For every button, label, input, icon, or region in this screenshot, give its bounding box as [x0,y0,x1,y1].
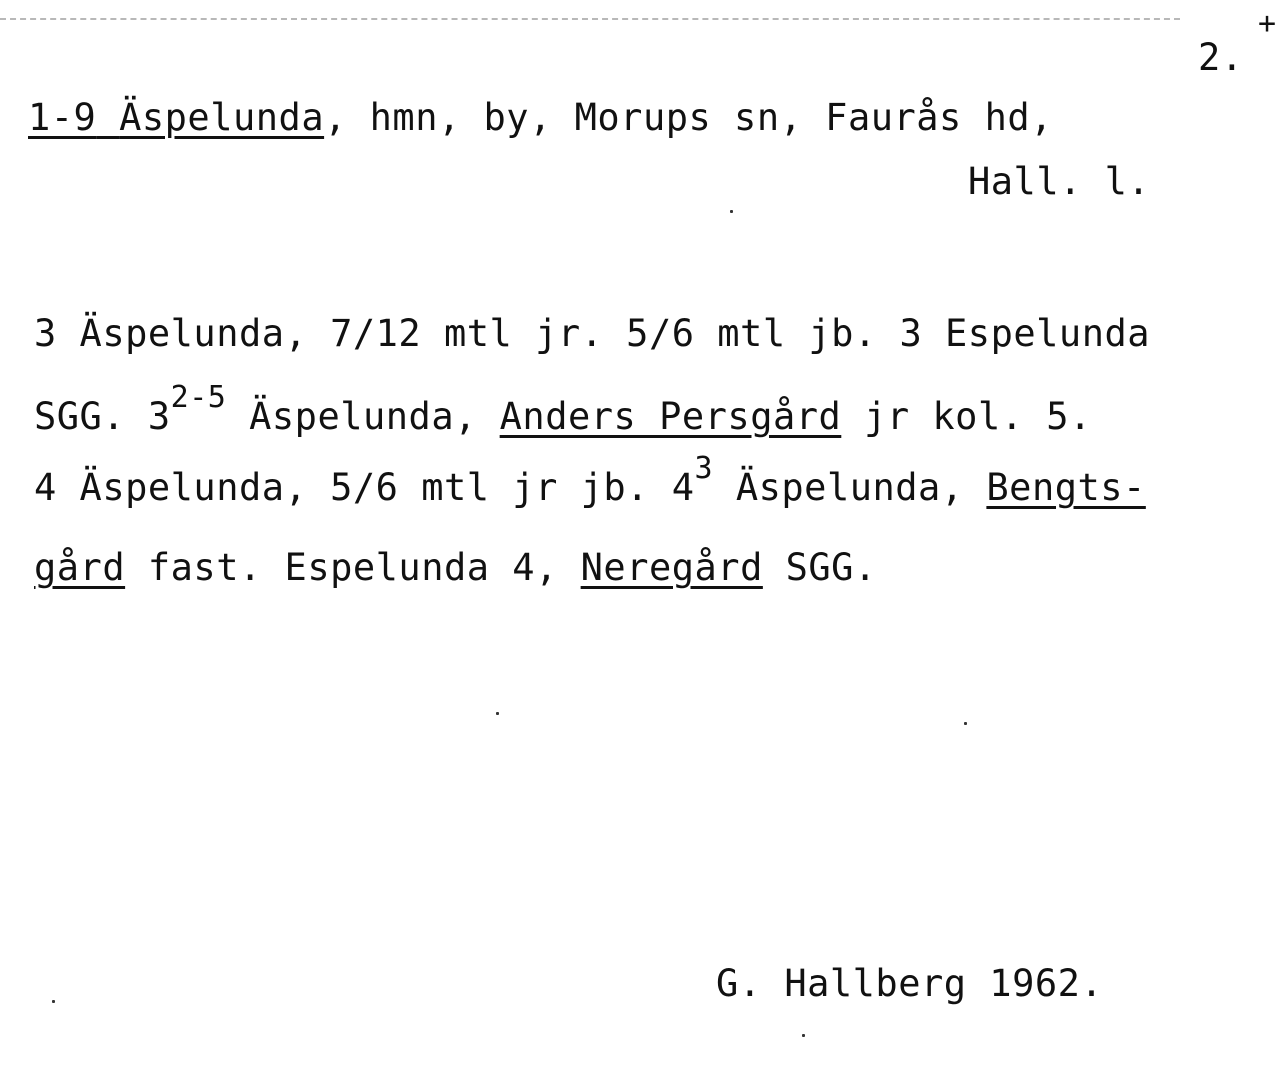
scan-speck [802,1034,805,1037]
entry-heading [28,96,1053,139]
body-line-2: SGG. 3$^{2-5}$ Äspelunda, Anders Persgård jr kol. 5. [34,380,1092,438]
heading-region: Hall. l. [968,160,1151,203]
scan-speck [730,210,733,213]
underlined-farm-name: Neregård [580,546,763,589]
page-number: 2. [1198,36,1244,79]
underlined-farm-name: gård [34,546,126,589]
body-line-4: gård fast. Espelunda 4, Neregård SGG. [34,546,877,589]
underlined-farm-name: Bengts- [986,466,1146,509]
superscript: 3 [694,451,714,486]
heading-rest: , hmn, by, Morups sn, Faurås hd, [324,96,1053,139]
underlined-farm-name: Anders Persgård [499,395,842,438]
page-mark: + [1258,6,1277,41]
heading-ref: 1-9 [28,96,97,139]
body-line-3: 4 Äspelunda, 5/6 mtl jr jb. $4^3$ Äspelunda, Bengts- [34,451,1146,509]
scan-speck [964,722,967,725]
heading-place: Äspelunda [119,96,325,139]
scan-speck [496,712,499,715]
scan-speck [52,1000,55,1003]
signature: G. Hallberg 1962. [716,962,1104,1005]
superscript: 2-5 [170,380,227,415]
card-top-edge [0,18,1180,20]
body-line-1: 3 Äspelunda, 7/12 mtl jr. 5/6 mtl jb. 3 Espelunda [34,312,1151,355]
